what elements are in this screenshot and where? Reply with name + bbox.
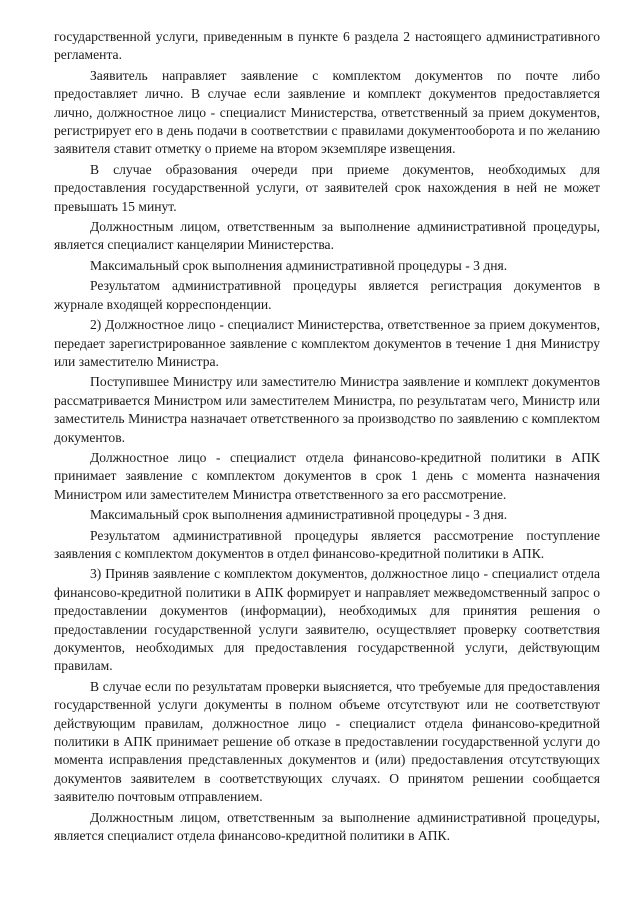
paragraph-refusal: В случае если по результатам проверки выясняется, что требуемые для предоставления государственной услуги документы в полном объеме отсутствуют или не соответствуют действующим правилам, должностное лицо - специалист отдела финансово-кредитной политики в АПК принимает решение об отказе в предоставлении государственной услуги до момента исправления представленных документов и (или) предоставления отсутствующих документов заявителем в соответствующих случаях. О принятом решении сообщается заявителю почтовым отправлением. [54,678,600,805]
paragraph-max-term-1: Максимальный срок выполнения административной процедуры - 3 дня. [90,257,508,273]
paragraph-step-2: 2) Должностное лицо - специалист Министерства, ответственное за прием документов, передает зарегистрированное заявление с комплектом документов в течение 1 дня Министру или заместителю Министра. [54,317,600,369]
paragraph-responsible-office: Должностным лицом, ответственным за выполнение административной процедуры, является специалист канцелярии Министерства. [54,219,600,253]
paragraph-minister-review: Поступившее Министру или заместителю Министра заявление и комплект документов рассматривается Министром или заместителем Министра, по результатам чего, Министр или заместитель Министра назначает ответственного за производство по заявлению с комплектом документов. [54,374,600,445]
paragraph-max-term-2: Максимальный срок выполнения административной процедуры - 3 дня. [90,507,508,523]
paragraph-result-1: Результатом административной процедуры является регистрация документов в журнале входящей корреспонденции. [54,278,600,312]
paragraph-queue-time: В случае образования очереди при приеме документов, необходимых для предоставления государственной услуги, от заявителей срок нахождения в ней не может превышать 15 минут. [54,161,600,214]
paragraph-step-3: 3) Приняв заявление с комплектом документов, должностное лицо - специалист отдела финансово-кредитной политики в АПК формирует и направляет межведомственный запрос о предоставлении документов (информации), необходимых для принятия решения о предоставлении государственной услуги заявителю, осуществляет проверку соответствия документов, необходимых для предоставления государственной услуги, действующим правилам. [54,566,600,674]
paragraph-submission: Заявитель направляет заявление с комплектом документов по почте либо предоставляет лично. В случае если заявление и комплект документов предоставляется лично, должностное лицо - специалист Министерства, ответственный за прием документов, регистрирует его в день подачи в соответствии с правилами документооборота и по желанию заявителя ставит отметку о приеме на втором экземпляре извещения. [54,67,600,157]
paragraph-result-2: Результатом административной процедуры является рассмотрение поступление заявления с комплектом документов в отдел финансово-кредитной политики в АПК. [54,527,600,561]
paragraph-finance-dept-accepts: Должностное лицо - специалист отдела финансово-кредитной политики в АПК принимает заявление с комплектом документов в срок 1 день с момента назначения Министром или заместителем Министра ответственного за его рассмотрение. [54,449,600,502]
paragraph-continuation: государственной услуги, приведенным в пункте 6 раздела 2 настоящего административного регламента. [54,29,600,63]
paragraph-responsible-finance: Должностным лицом, ответственным за выполнение административной процедуры, является специалист отдела финансово-кредитной политики в АПК. [54,809,600,844]
